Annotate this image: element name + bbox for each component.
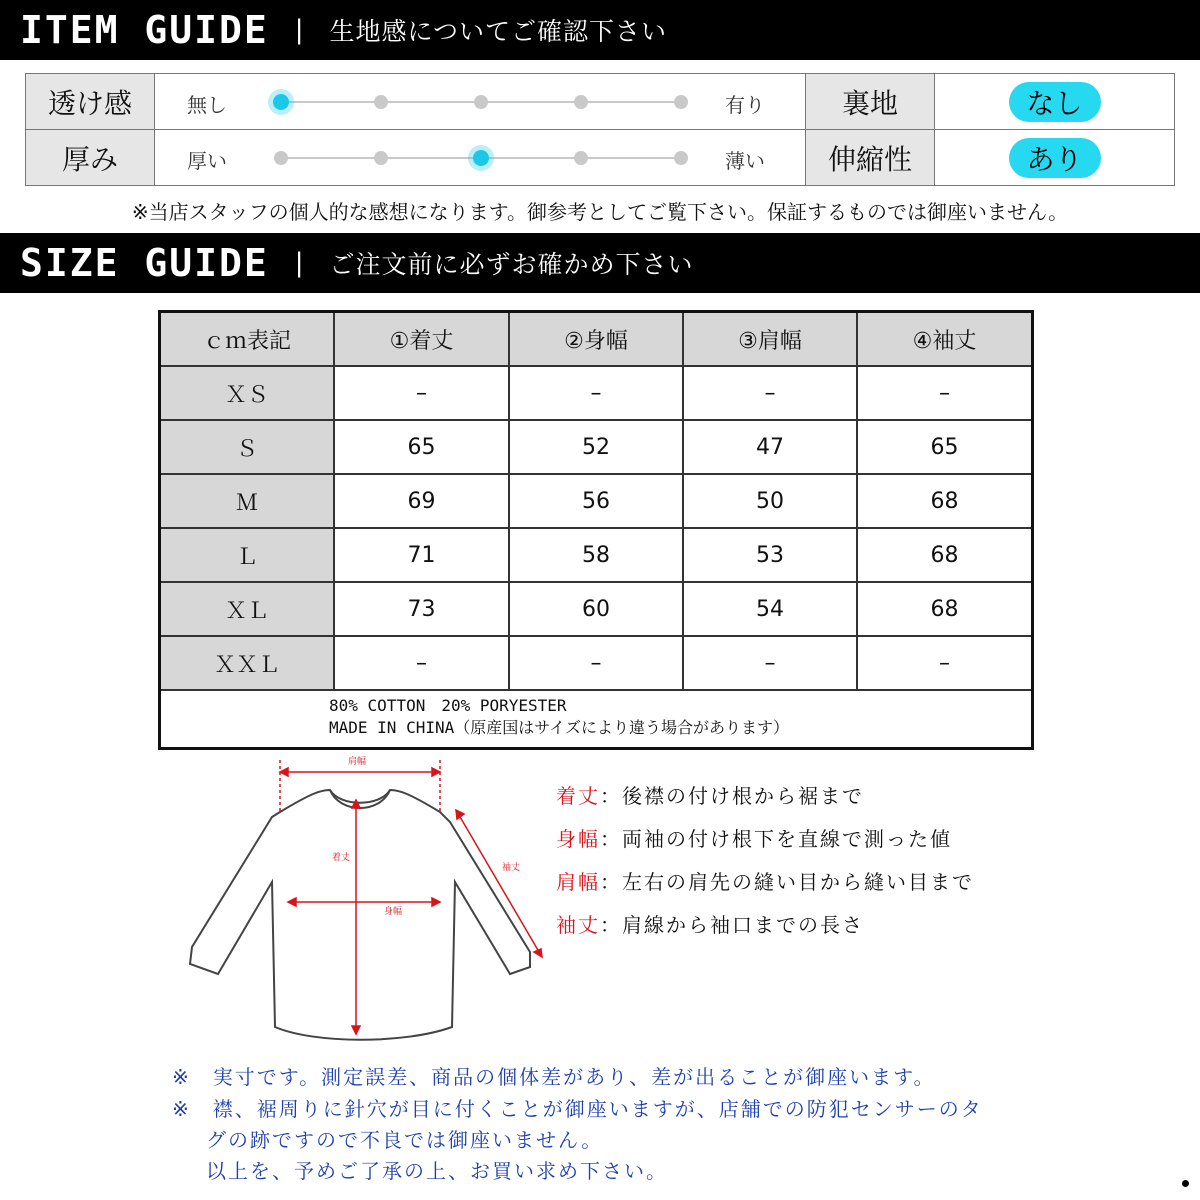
legend-sleeve-text: ：肩線から袖口までの長さ: [600, 913, 864, 937]
sheerness-scale-right: 有り: [725, 93, 765, 117]
country-of-origin: MADE IN CHINA（原産国はサイズにより違う場合があります）: [329, 718, 789, 737]
legend-shoulder-text: ：左右の肩先の縫い目から縫い目まで: [600, 870, 974, 894]
footer-note-3: グの跡ですので不良では御座いません。: [206, 1128, 604, 1152]
scale-dot-5: [674, 151, 688, 165]
table-cell: –: [858, 367, 1031, 421]
legend-sleeve-key: 袖丈: [556, 913, 600, 937]
legend-shoulder-key: 肩幅: [556, 870, 600, 894]
size-label-cell: ＸＳ: [161, 367, 335, 421]
body-width-tag: 身幅: [384, 907, 403, 917]
scale-dot-2: [374, 95, 388, 109]
legend-width-key: 身幅: [556, 827, 600, 851]
table-header-cell: ③肩幅: [684, 313, 858, 367]
staff-impression-note: ※当店スタッフの個人的な感想になります。御参考としてご覧下さい。保証するものでは御座いません。: [131, 200, 1069, 224]
footer-note-1: ※ 実寸です。測定誤差、商品の個体差があり、差が出ることが御座います。: [172, 1065, 936, 1089]
sheerness-scale: [154, 73, 806, 130]
scale-dot-4: [574, 151, 588, 165]
table-cell: –: [684, 637, 858, 691]
sleeve-length-tag: 袖丈: [502, 863, 521, 873]
table-cell: 58: [510, 529, 684, 583]
measurement-diagram: [180, 752, 570, 1052]
shoulder-width-tag: 肩幅: [348, 757, 367, 767]
table-cell: –: [335, 637, 510, 691]
scale-dot-1: [273, 94, 289, 110]
measurement-arrows: [280, 760, 542, 1034]
size-label-cell: ＸＬ: [161, 583, 335, 637]
size-guide-header: [0, 233, 1200, 293]
legend-shoulder: [556, 866, 974, 895]
lining-value-badge: なし: [1009, 82, 1101, 122]
size-label-cell: Ｌ: [161, 529, 335, 583]
scale-dot-1: [274, 151, 288, 165]
legend-length-key: 着丈: [556, 784, 600, 808]
table-cell: 50: [684, 475, 858, 529]
table-cell: 65: [335, 421, 510, 475]
table-cell: –: [510, 637, 684, 691]
size-label-cell: Ｍ: [161, 475, 335, 529]
material-composition: 80% COTTON 20% PORYESTER: [329, 696, 567, 715]
size-label-cell: ＸＸＬ: [161, 637, 335, 691]
size-guide-title: SIZE GUIDE: [20, 241, 269, 285]
legend-length-text: ：後襟の付け根から裾まで: [600, 784, 864, 808]
thickness-scale-left: 厚い: [187, 149, 227, 173]
legend-width: [556, 823, 952, 852]
table-cell: 69: [335, 475, 510, 529]
scale-dot-2: [374, 151, 388, 165]
table-cell: 53: [684, 529, 858, 583]
item-guide-subtitle: 生地感についてご確認下さい: [329, 17, 668, 46]
length-tag: 着丈: [332, 853, 351, 863]
sheerness-scale-left: 無し: [187, 93, 227, 117]
item-guide-separator: |: [294, 15, 304, 45]
scale-dot-3: [473, 150, 489, 166]
table-header-cell: ②身幅: [510, 313, 684, 367]
table-cell: 60: [510, 583, 684, 637]
shirt-outline: [190, 790, 530, 1040]
table-cell: 47: [684, 421, 858, 475]
sheerness-label: 透け感: [25, 73, 155, 130]
size-table: [158, 310, 1034, 750]
table-cell: –: [335, 367, 510, 421]
table-cell: 68: [858, 583, 1031, 637]
corner-dot: [1182, 1180, 1189, 1187]
table-cell: 52: [510, 421, 684, 475]
item-guide-header: [0, 0, 1200, 60]
table-cell: –: [684, 367, 858, 421]
table-cell: –: [858, 637, 1031, 691]
table-header-cell: ④袖丈: [858, 313, 1031, 367]
lining-value-cell: [934, 73, 1175, 130]
legend-length: [556, 780, 864, 809]
diagram-labels: [332, 755, 520, 917]
table-cell: 68: [858, 475, 1031, 529]
material-info: [161, 691, 1031, 747]
table-header-cell: ｃｍ表記: [161, 313, 335, 367]
footer-note-4: 以上を、予めご了承の上、お買い求め下さい。: [206, 1159, 668, 1183]
thickness-scale-right: 薄い: [725, 149, 765, 173]
stretch-value-cell: [934, 129, 1175, 186]
size-label-cell: Ｓ: [161, 421, 335, 475]
thickness-scale: [154, 129, 806, 186]
table-cell: 68: [858, 529, 1031, 583]
lining-label: 裏地: [805, 73, 935, 130]
legend-sleeve: [556, 909, 864, 938]
table-cell: 56: [510, 475, 684, 529]
table-cell: 73: [335, 583, 510, 637]
table-cell: –: [510, 367, 684, 421]
table-cell: 54: [684, 583, 858, 637]
size-guide-separator: |: [294, 248, 304, 278]
item-guide-title: ITEM GUIDE: [20, 8, 269, 52]
table-cell: 65: [858, 421, 1031, 475]
size-guide-subtitle: ご注文前に必ずお確かめ下さい: [329, 250, 694, 279]
scale-dot-5: [674, 95, 688, 109]
thickness-label: 厚み: [25, 129, 155, 186]
scale-dot-3: [474, 95, 488, 109]
footer-note-2: ※ 襟、裾周りに針穴が目に付くことが御座いますが、店舗での防犯センサーのタ: [172, 1097, 983, 1121]
scale-dot-4: [574, 95, 588, 109]
table-cell: 71: [335, 529, 510, 583]
legend-width-text: ：両袖の付け根下を直線で測った値: [600, 827, 952, 851]
table-header-cell: ①着丈: [335, 313, 510, 367]
stretch-label: 伸縮性: [805, 129, 935, 186]
stretch-value-badge: あり: [1009, 138, 1101, 178]
